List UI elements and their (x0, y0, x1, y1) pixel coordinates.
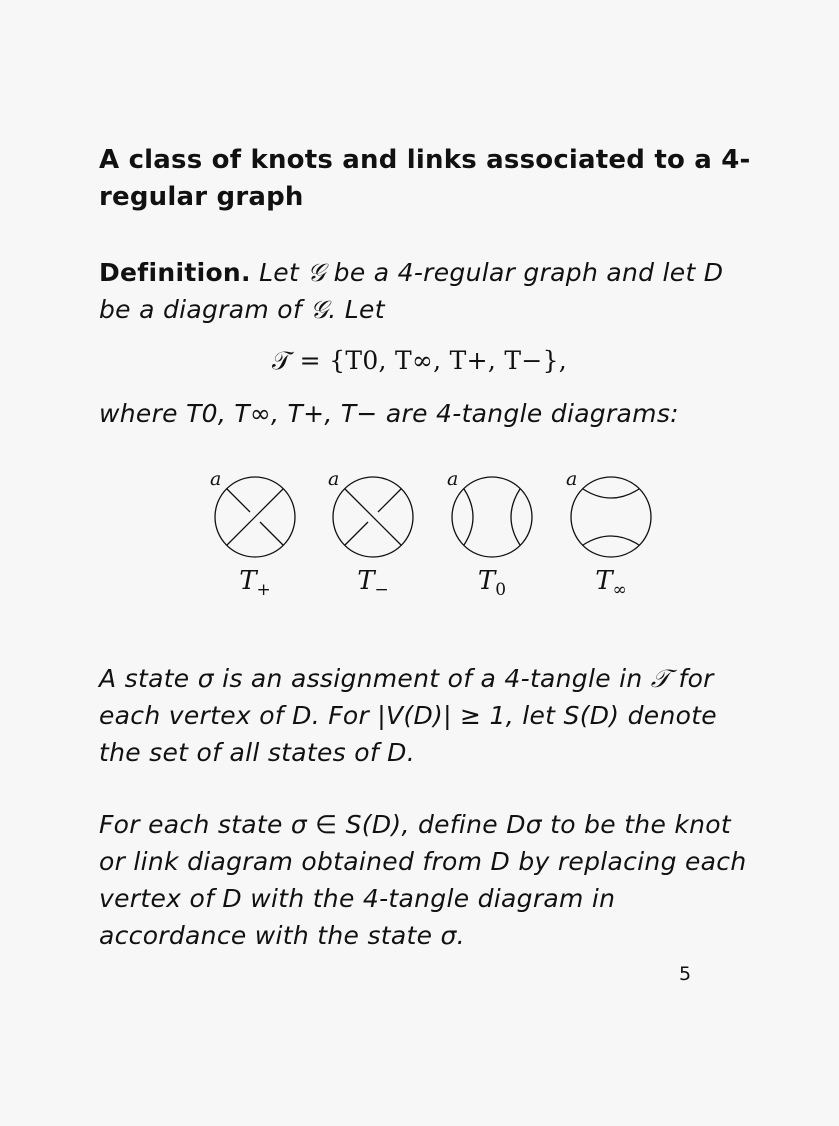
definition-label: Definition. (99, 258, 251, 287)
corner-label-a: a (210, 468, 222, 490)
corner-label-a: a (447, 468, 459, 490)
tangle-label-t-infinity: $T_\infty$ (595, 566, 627, 601)
tangle-t-plus-diagram (215, 477, 295, 557)
tangle-label-t-minus: $T_-$ (357, 566, 389, 601)
where-text: where T0, T∞, T+, T− are 4-tangle diagrams: (99, 399, 679, 428)
tangle-diagrams (200, 465, 660, 565)
definition-paragraph (99, 254, 759, 328)
state-diagram-paragraph: For each state σ ∈ S(D), define Dσ to be the knot or link diagram obtained from D by replacing each vertex of D with the 4-tangle diagram in accordance with the state σ. (99, 810, 747, 950)
tangle-t-minus-diagram (333, 477, 413, 557)
slide-title: A class of knots and links associated to a 4-regular graph (99, 145, 751, 212)
tangle-label-t-plus: $T_+$ (239, 566, 271, 601)
tangle-t-infinity-diagram (571, 477, 651, 557)
page-number: 5 (679, 963, 692, 985)
tangle-set-equation: 𝒯 = {T0, T∞, T+, T−}, (271, 346, 568, 375)
state-definition-paragraph: A state σ is an assignment of a 4-tangle in 𝒯 for each vertex of D. For |V(D)| ≥ 1, let S(D) denote the set of all states of D. (99, 664, 717, 767)
corner-label-a: a (328, 468, 340, 490)
tangle-label-t-zero: $T_0$ (477, 566, 507, 601)
tangle-t-zero-diagram (452, 477, 532, 557)
definition-text: Let 𝒢 be a 4-regular graph and let D be a diagram of 𝒢. Let (99, 258, 724, 324)
corner-label-a: a (566, 468, 578, 490)
